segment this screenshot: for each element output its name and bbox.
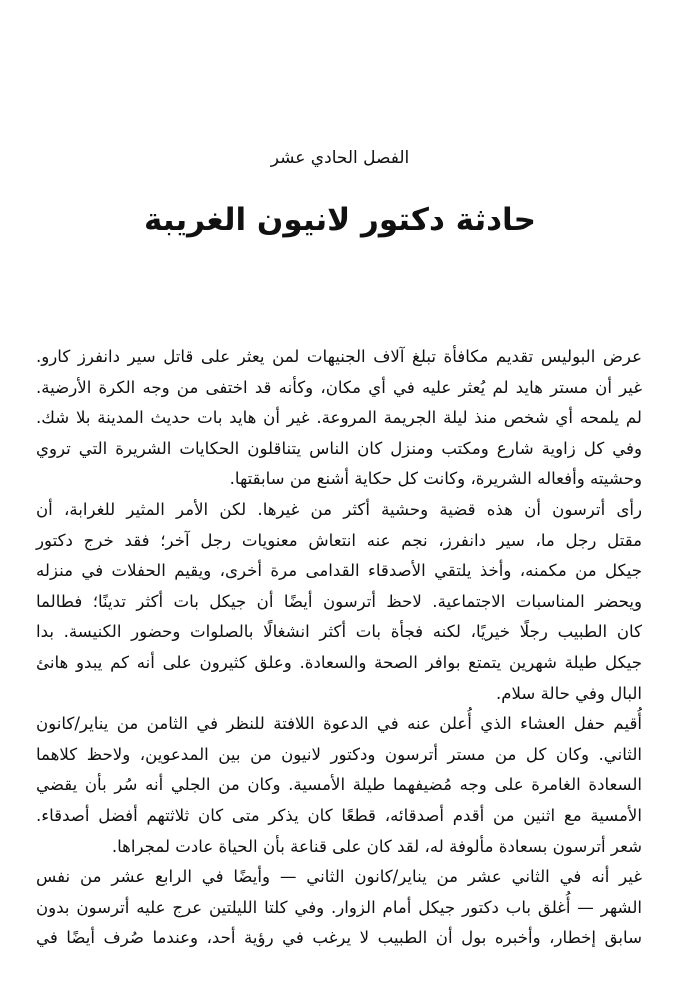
paragraph — [36, 342, 642, 495]
text-line: الشهر — أُغلق باب دكتور جيكل أمام الزوار. وفي كلتا الليلتين عرج عليه أترسون بدون — [36, 897, 642, 917]
text-line: أُقيم حفل العشاء الذي أُعلن عنه في الدعوة اللافتة للنظر في الثامن من يناير/كانون — [36, 714, 642, 734]
text-line: البال وفي حالة سلام. — [495, 683, 642, 703]
text-line: كان الطبيب رجلًا خيريًا، لكنه فجأة بات أكثر انشغالًا بالصلوات وحضور الكنيسة. بدا — [36, 622, 642, 642]
text-line: شعر أترسون بسعادة مألوفة له، لقد كان على قناعة بأن الحياة عادت لمجراها. — [111, 836, 642, 856]
text-line: جيكل طيلة شهرين يتمتع بوافر الصحة والسعادة. وعلق كثيرون على أنه كم يبدو هانئ — [36, 652, 642, 672]
text-line: وفي كل زاوية شارع ومكتب ومنزل كان الناس يتناقلون الحكايات الشريرة التي تروي — [36, 438, 642, 458]
text-line: عرض البوليس تقديم مكافأة تبلغ آلاف الجنيهات لمن يعثر على قاتل سير دانفرز كارو. — [36, 347, 642, 366]
paragraph — [36, 709, 642, 862]
chapter-number: الفصل الحادي عشر — [270, 148, 410, 168]
text-line: لم يلمحه أي شخص منذ ليلة الجريمة المروعة. غير أن هايد بات حديث المدينة بلا شك. — [36, 408, 642, 428]
text-line: جيكل من مكمنه، وأخذ يلتقي الأصدقاء القدامى مرة أخرى، ويقيم الحفلات في منزله — [36, 561, 642, 581]
text-line: الأمسية مع اثنين من أقدم أصدقائه، قطعًا كان يذكر متى كان ثلاثتهم أفضل أصدقاء. — [36, 805, 642, 825]
text-line: مقتل رجل ما، سير دانفرز، نجم عنه انتعاش معنويات رجل آخر؛ فقد خرج دكتور — [36, 530, 642, 550]
text-line: رأى أترسون أن هذه قضية وحشية أكثر من غيرها. لكن الأمر المثير للغرابة، أن — [36, 499, 642, 519]
text-line: وحشيته وأفعاله الشريرة، وكانت كل حكاية أشنع من سابقتها. — [229, 469, 642, 489]
paragraph — [36, 495, 642, 709]
text-line: الثاني. وكان كل من مستر أترسون ودكتور لانيون من بين المدعوين، ولاحظ كلاهما — [36, 744, 642, 764]
paragraph — [36, 862, 642, 954]
chapter-title: حادثة دكتور لانيون الغريبة — [144, 202, 536, 238]
text-line: غير أن مستر هايد لم يُعثر عليه في أي مكان، وكأنه قد اختفى من وجه الكرة الأرضية. — [36, 377, 642, 397]
chapter-body — [36, 342, 642, 954]
text-line: السعادة الغامرة على وجه مُضيفهما طيلة الأمسية. وكان من الجلي أنه سُر بأن يقضي — [36, 775, 642, 795]
text-line: سابق إخطار، وأخبره بول أن الطبيب لا يرغب في رؤية أحد، وعندما صُرف أيضًا في — [36, 928, 642, 948]
text-line: غير أنه في الثاني عشر من يناير/كانون الثاني — وأيضًا في الرابع عشر من نفس — [36, 867, 642, 887]
text-line: ويحضر المناسبات الاجتماعية. لاحظ أترسون أيضًا أن جيكل بات أكثر تدينًا؛ فطالما — [36, 591, 642, 611]
